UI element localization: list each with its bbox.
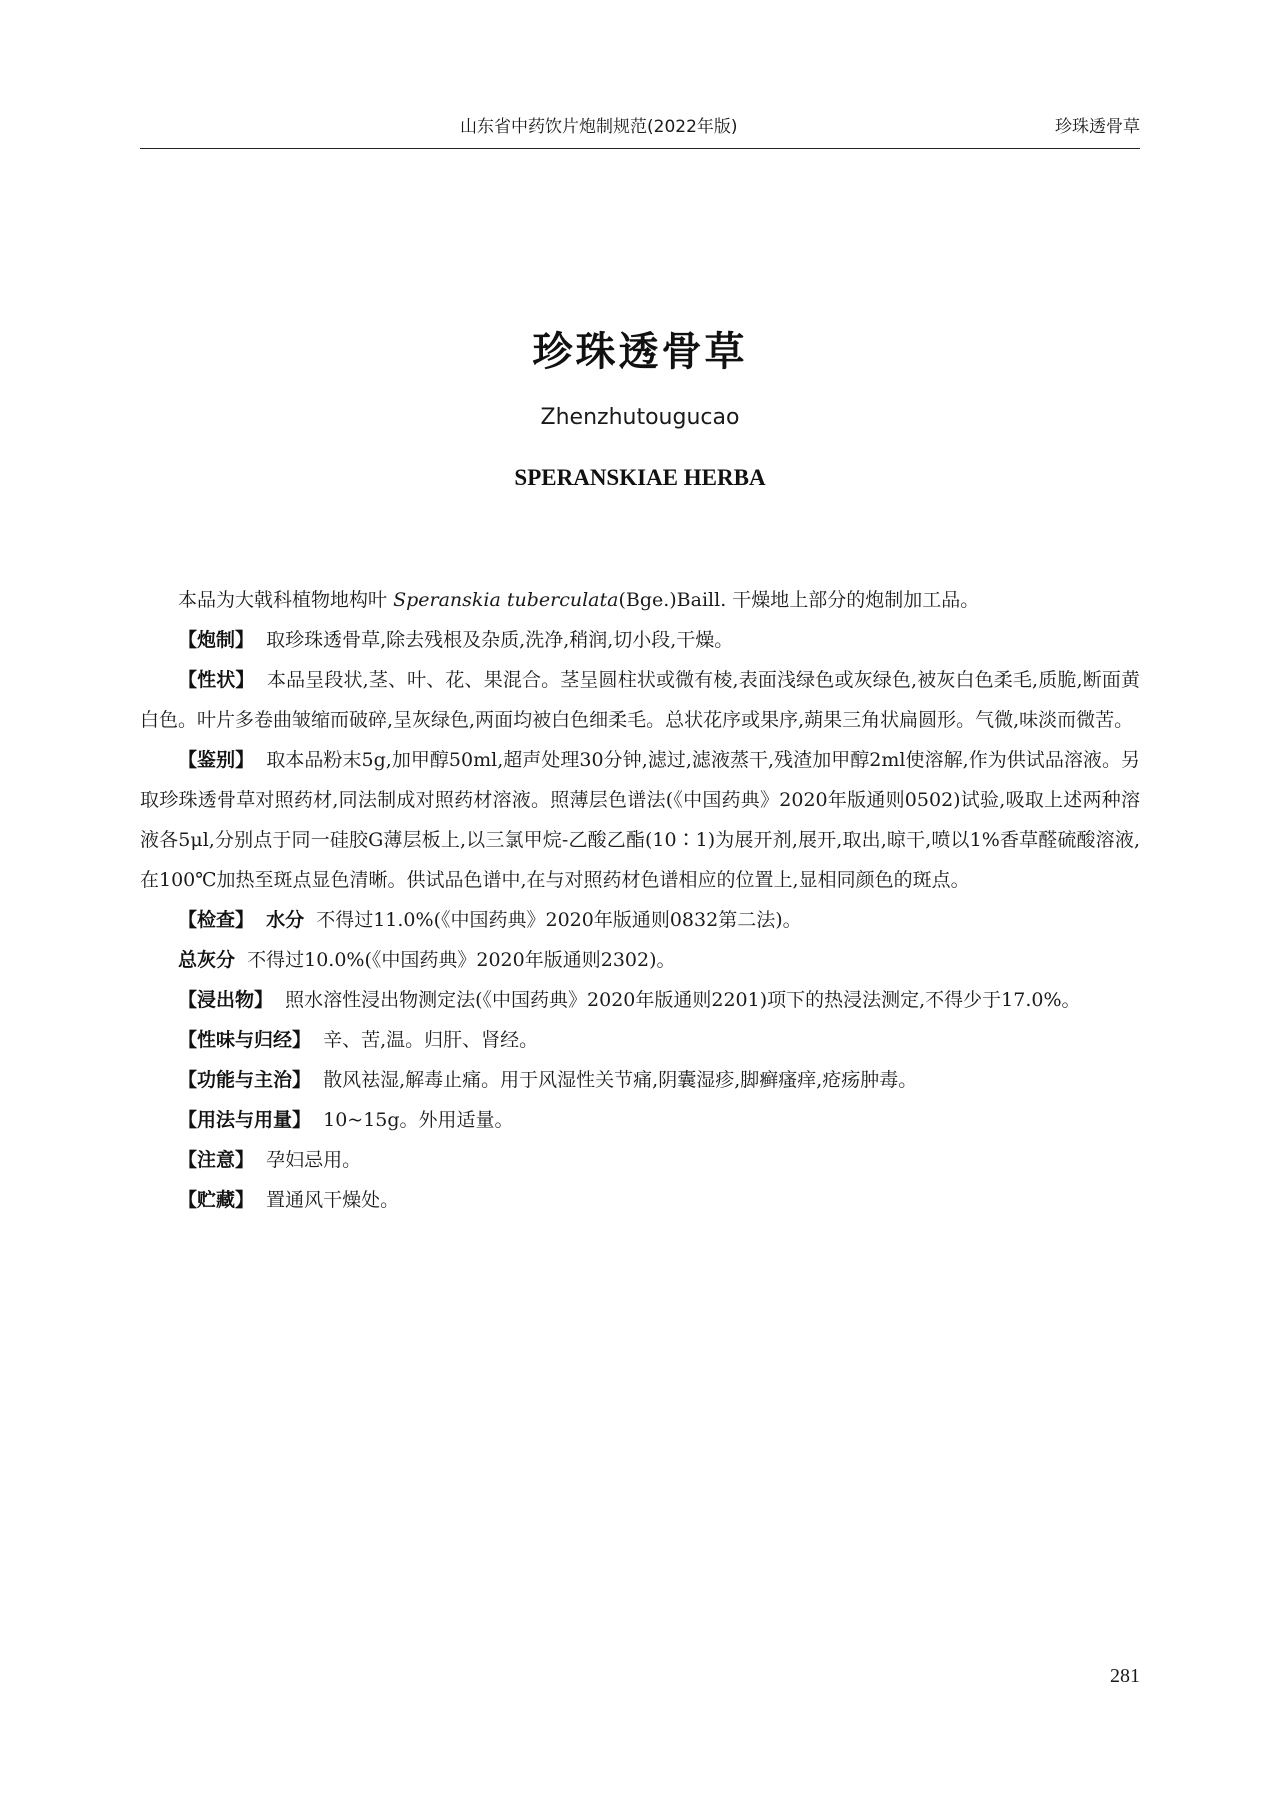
water-label: 水分 — [266, 909, 305, 931]
caution-label: 【注意】 — [178, 1149, 255, 1171]
monograph-body — [140, 580, 1140, 1220]
inspection-label: 【检查】 — [178, 909, 255, 931]
description-label: 【性状】 — [178, 669, 255, 691]
intro-text-after: (Bge.)Baill. 干燥地上部分的炮制加工品。 — [618, 589, 980, 611]
taste-meridian-label: 【性味与归经】 — [178, 1029, 312, 1051]
ash-label: 总灰分 — [178, 949, 236, 971]
processing-section — [140, 620, 1140, 660]
processing-text: 取珍珠透骨草,除去残根及杂质,洗净,稍润,切小段,干燥。 — [266, 629, 734, 651]
running-section-title: 珍珠透骨草 — [1055, 117, 1140, 137]
storage-text: 置通风干燥处。 — [266, 1189, 400, 1211]
taste-meridian-text: 辛、苦,温。归肝、肾经。 — [323, 1029, 539, 1051]
extract-label: 【浸出物】 — [178, 989, 274, 1011]
monograph-title: 珍珠透骨草 — [532, 329, 748, 375]
page-number: 281 — [1110, 1665, 1140, 1687]
description-text: 本品呈段状,茎、叶、花、果混合。茎呈圆柱状或微有棱,表面浅绿色或灰绿色,被灰白色柔毛,质脆,断面黄白色。叶片多卷曲皱缩而破碎,呈灰绿色,两面均被白色细柔毛。总状花序或果序,蒴果三角状扁圆形。气微,味淡而微苦。 — [140, 669, 1140, 731]
extract-section — [140, 980, 1140, 1020]
processing-label: 【炮制】 — [178, 629, 255, 651]
taste-meridian-section — [140, 1020, 1140, 1060]
inspection-section — [140, 900, 1140, 940]
identification-label: 【鉴别】 — [178, 749, 255, 771]
extract-text: 照水溶性浸出物测定法(《中国药典》2020年版通则2201)项下的热浸法测定,不得少于17.0%。 — [285, 989, 1081, 1011]
caution-section — [140, 1140, 1140, 1180]
latin-name: SPERANSKIAE HERBA — [514, 465, 766, 490]
storage-label: 【贮藏】 — [178, 1189, 255, 1211]
usage-label: 【用法与用量】 — [178, 1109, 312, 1131]
identification-section — [140, 740, 1140, 900]
usage-section — [140, 1100, 1140, 1140]
header-divider — [140, 148, 1140, 149]
functions-text: 散风祛湿,解毒止痛。用于风湿性关节痛,阴囊湿疹,脚癣瘙痒,疮疡肿毒。 — [323, 1069, 918, 1091]
functions-label: 【功能与主治】 — [178, 1069, 312, 1091]
description-section — [140, 660, 1140, 740]
storage-section — [140, 1180, 1140, 1220]
ash-text: 不得过10.0%(《中国药典》2020年版通则2302)。 — [247, 949, 676, 971]
ash-subsection — [140, 940, 1140, 980]
identification-text: 取本品粉末5g,加甲醇50ml,超声处理30分钟,滤过,滤液蒸干,残渣加甲醇2ml使溶解,作为供试品溶液。另取珍珠透骨草对照药材,同法制成对照药材溶液。照薄层色谱法(《中国药典》2020年版通则0502)试验,吸取上述两种溶液各5μl,分别点于同一硅胶G薄层板上,以三氯甲烷-乙酸乙酯(10∶1)为展开剂,展开,取出,晾干,喷以1%香草醛硫酸溶液,在100℃加热至斑点显色清晰。供试品色谱中,在与对照药材色谱相应的位置上,显相同颜色的斑点。 — [140, 749, 1140, 891]
intro-paragraph — [140, 580, 1140, 620]
running-header — [140, 112, 1140, 142]
intro-text-before: 本品为大戟科植物地构叶 — [178, 589, 388, 611]
species-name: Speranskia tuberculata — [393, 589, 619, 611]
water-text: 不得过11.0%(《中国药典》2020年版通则0832第二法)。 — [316, 909, 802, 931]
usage-text: 10~15g。外用适量。 — [323, 1109, 514, 1131]
caution-text: 孕妇忌用。 — [266, 1149, 362, 1171]
functions-section — [140, 1060, 1140, 1100]
pinyin-name: Zhenzhutougucao — [540, 405, 740, 430]
book-title: 山东省中药饮片炮制规范(2022年版) — [460, 117, 738, 137]
